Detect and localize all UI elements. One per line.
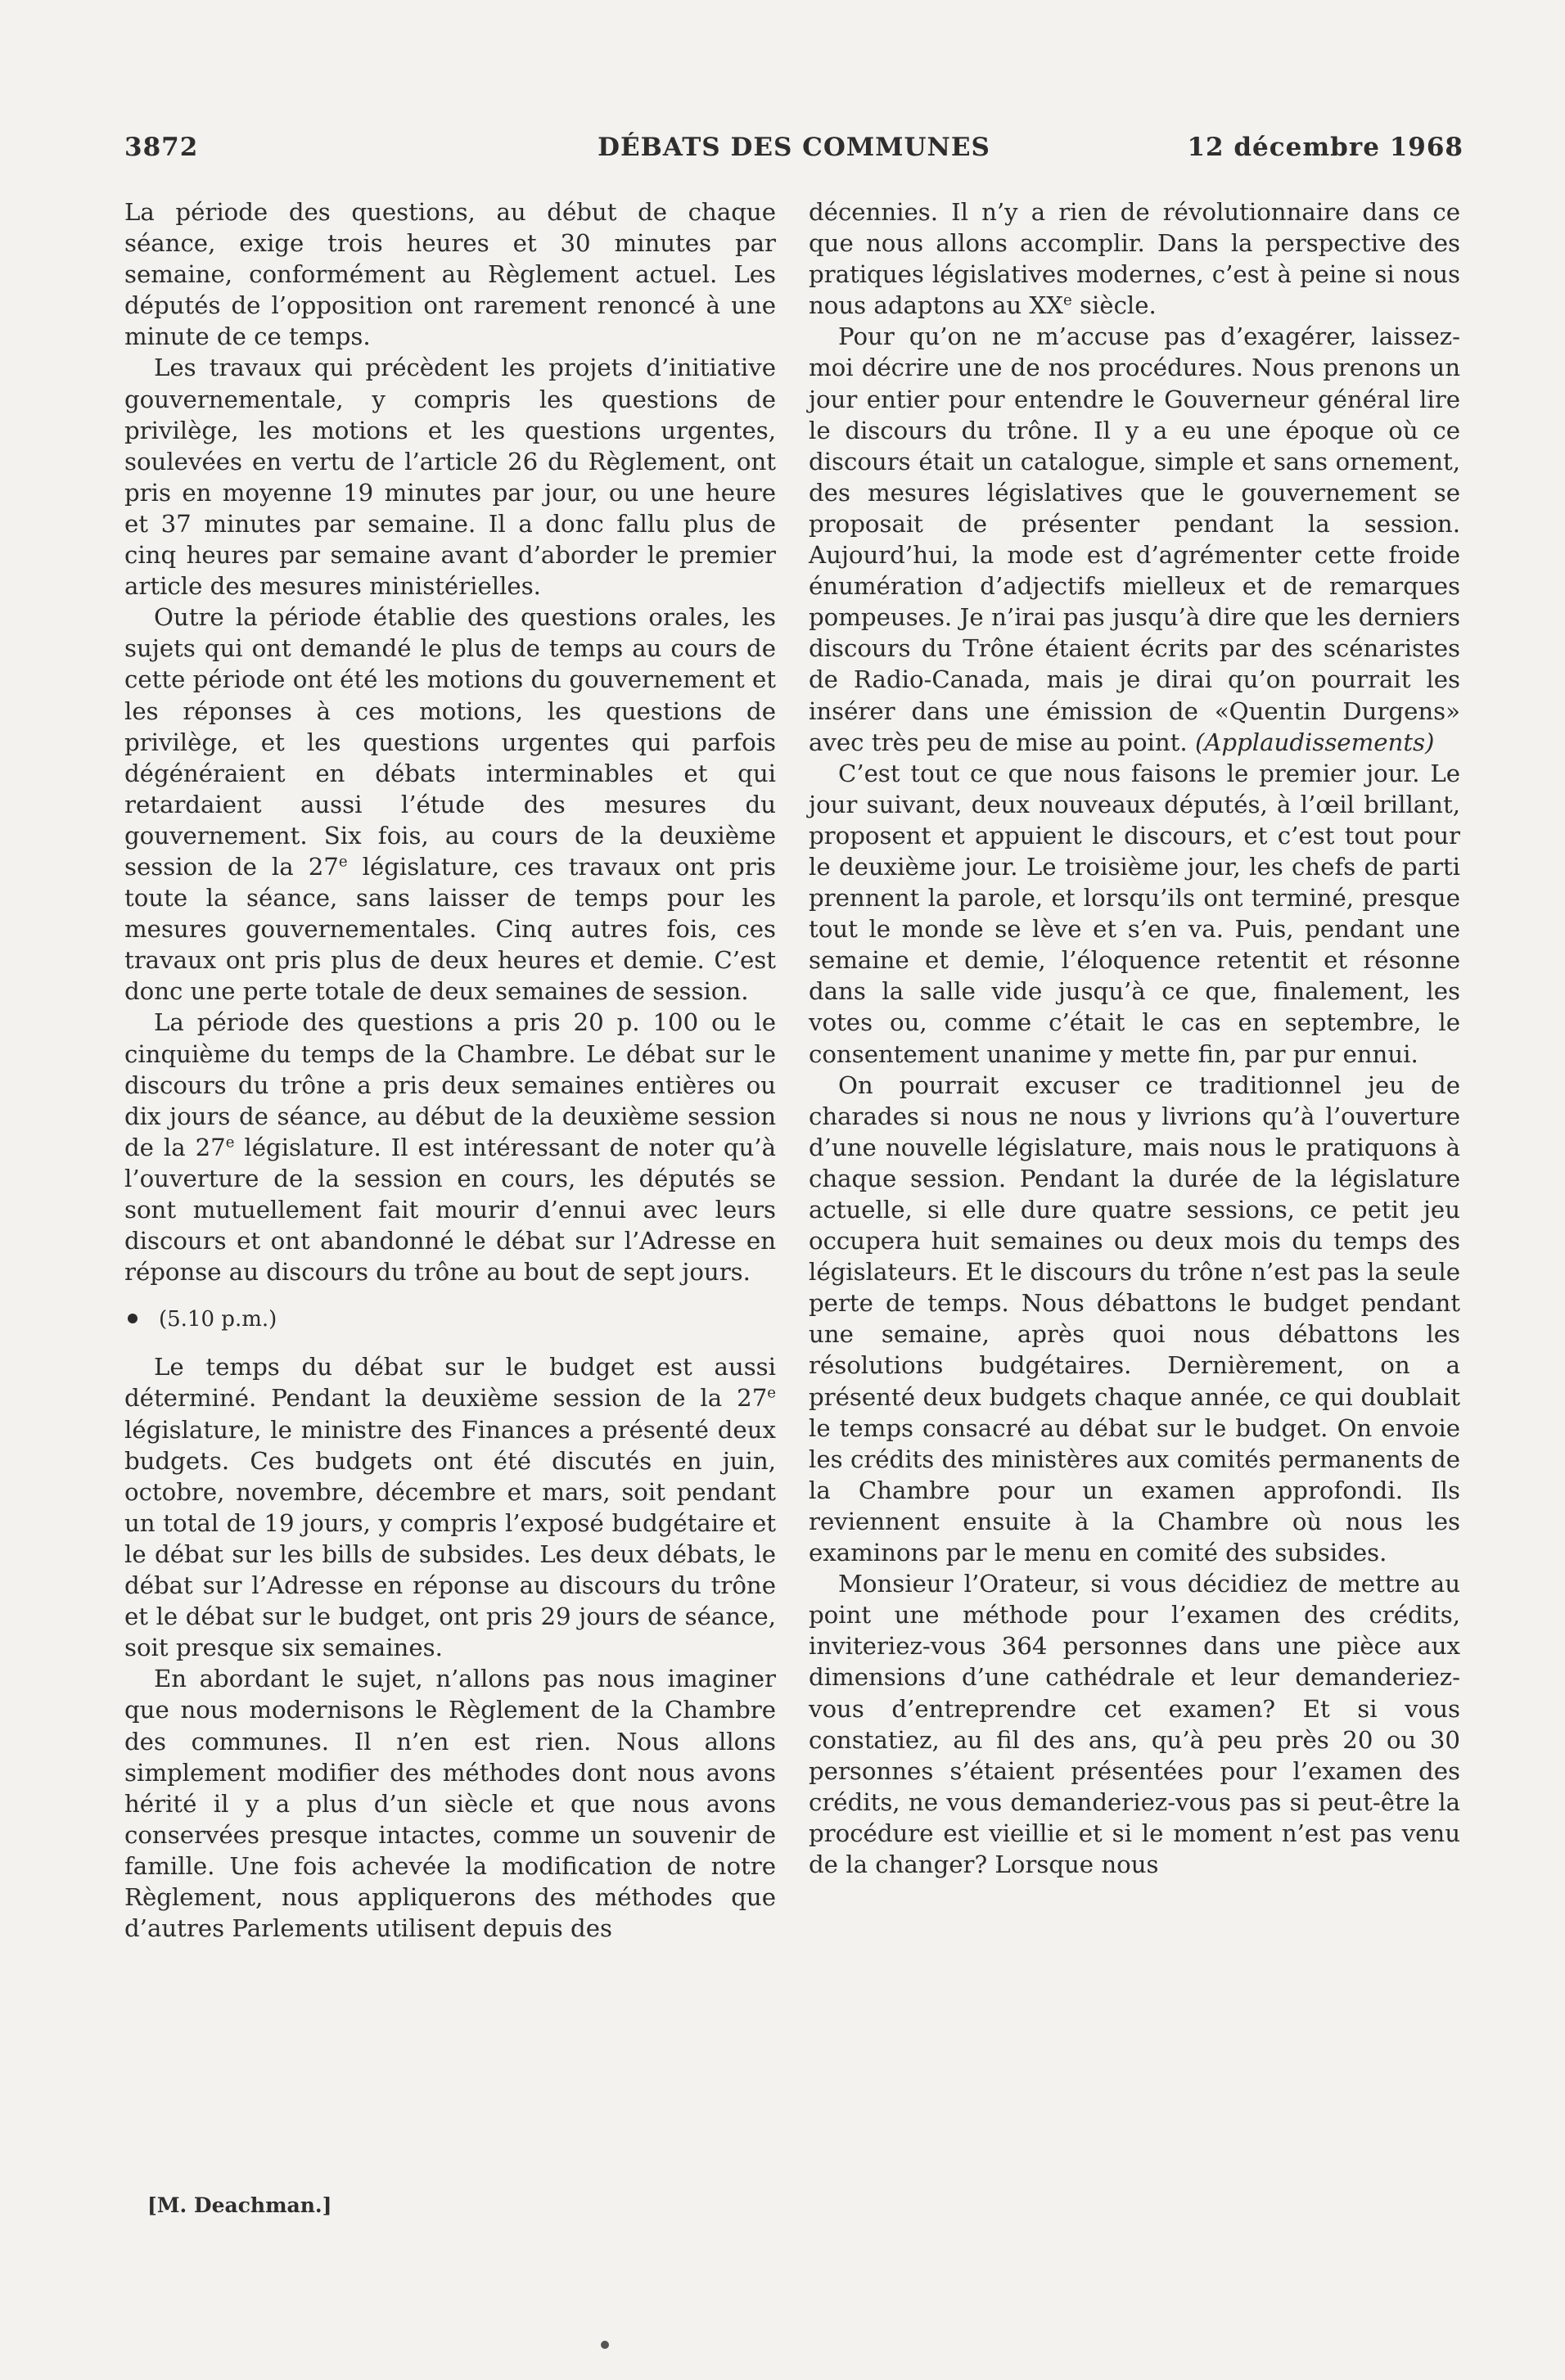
paragraph: En abordant le sujet, n’allons pas nous imaginer que nous modernisons le Règlement de la Chambre des communes. Il n’en est rien. Nous allons simplement modifier des méthodes dont nous avons hérité il y a plus d’un siècle et que nous avons conservées presque intactes, comme un souvenir de famille. Une fois achevée la modification de notre Règlement, nous appliquerons des méthodes que d’autres Parlements utilisent depuis des bbox=[124, 1665, 776, 1943]
dot-icon bbox=[601, 2341, 609, 2349]
page-date: 12 décembre 1968 bbox=[1187, 133, 1464, 162]
paragraph: Les travaux qui précèdent les projets d’initiative gouvernementale, y compris les questions de privilège, les motions et les questions urgentes, soulevées en vertu de l’article 26 du Règlement, ont pris en moyenne 19 minutes par jour, ou une heure et 37 minutes par semaine. Il a donc fallu plus de cinq heures par semaine avant d’aborder le premier article des mesures ministérielles. bbox=[124, 354, 776, 601]
paragraph: Le temps du débat sur le budget est aussi déterminé. Pendant la deuxième session de la 27e législature, le ministre des Finances a présenté deux budgets. Ces budgets ont été discutés en juin, octobre, novembre, décembre et mars, soit pendant un total de 19 jours, y compris l’exposé budgétaire et le débat sur les bills de subsides. Les deux débats, le débat sur l’Adresse en réponse au discours du trône et le débat sur le budget, ont pris 29 jours de séance, soit presque six semaines. bbox=[124, 1353, 776, 1662]
time-marker: (5.10 p.m.) bbox=[124, 1304, 776, 1335]
paragraph: Monsieur l’Orateur, si vous décidiez de mettre au point une méthode pour l’examen des crédits, inviteriez-vous 364 personnes dans une pièce aux dimensions d’une cathédrale et leur demanderiez-vous d’entreprendre cet examen? Et si vous constatiez, au fil des ans, qu’à peu près 20 ou 30 personnes s’étaient présentées pour l’examen des crédits, ne vous demanderiez-vous pas si peut-être la procédure est vieillie et si le moment n’est pas venu de la changer? Lorsque nous bbox=[809, 1570, 1460, 1878]
paragraph: La période des questions a pris 20 p. 100 ou le cinquième du temps de la Chambre. Le débat sur le discours du trône a pris deux semaines entières ou dix jours de séance, au début de la deuxième session de la 27e législature. Il est intéressant de noter qu’à l’ouverture de la session en cours, les députés se sont mutuellement fait mourir d’ennui avec leurs discours et ont abandonné le débat sur l’Adresse en réponse au discours du trône au bout de sept jours. bbox=[124, 1008, 776, 1287]
paragraph: C’est tout ce que nous faisons le premier jour. Le jour suivant, deux nouveaux députés, à l’œil brillant, proposent et appuient le discours, et c’est tout pour le deuxième jour. Le troisième jour, les chefs de parti prennent la parole, et lorsqu’ils ont terminé, presque tout le monde se lève et s’en va. Puis, pendant une semaine et demie, l’éloquence retentit et résonne dans la salle vide jusqu’à ce que, finalement, les votes ou, comme c’était le cas en septembre, le consentement unanime y mette fin, par pur ennui. bbox=[809, 759, 1460, 1068]
left-column bbox=[124, 196, 776, 1944]
page-title: DÉBATS DES COMMUNES bbox=[598, 133, 990, 162]
paragraph: La période des questions, au début de chaque séance, exige trois heures et 30 minutes par semaine, conformément au Règlement actuel. Les députés de l’opposition ont rarement renoncé à une minute de ce temps. bbox=[124, 198, 776, 351]
page-number: 3872 bbox=[124, 133, 199, 162]
right-column bbox=[809, 196, 1460, 1880]
page-header bbox=[124, 133, 1464, 170]
bullet-icon bbox=[128, 1314, 138, 1323]
paragraph: Pour qu’on ne m’accuse pas d’exagérer, laissez-moi décrire une de nos procédures. Nous prenons un jour entier pour entendre le Gouverneur général lire le discours du trône. Il y a eu une époque où ce discours était un catalogue, simple et sans ornement, des mesures législatives que le gouvernement se proposait de présenter pendant la session. Aujourd’hui, la mode est d’agrémenter cette froide énumération d’adjectifs mielleux et de remarques pompeuses. Je n’irai pas jusqu’à dire que les derniers discours du Trône étaient écrits par des scénaristes de Radio-Canada, mais je dirai qu’on pourrait les insérer dans une émission de «Quentin Durgens» avec très peu de mise au point. (Applaudissements) bbox=[809, 322, 1460, 756]
speaker-reference: [M. Deachman.] bbox=[147, 2193, 332, 2217]
paragraph: Outre la période établie des questions orales, les sujets qui ont demandé le plus de temps au cours de cette période ont été les motions du gouvernement et les réponses à ces motions, les questions de privilège, et les questions urgentes qui parfois dégénéraient en débats interminables et qui retardaient aussi l’étude des mesures du gouvernement. Six fois, au cours de la deuxième session de la 27e législature, ces travaux ont pris toute la séance, sans laisser de temps pour les mesures gouvernementales. Cinq autres fois, ces travaux ont pris plus de deux heures et demie. C’est donc une perte totale de deux semaines de session. bbox=[124, 603, 776, 1006]
paragraph: décennies. Il n’y a rien de révolutionnaire dans ce que nous allons accomplir. Dans la perspective des pratiques législatives modernes, c’est à peine si nous nous adaptons au XXe siècle. bbox=[809, 198, 1460, 320]
paragraph: On pourrait excuser ce traditionnel jeu de charades si nous ne nous y livrions qu’à l’ouverture d’une nouvelle législature, mais nous le pratiquons à chaque session. Pendant la durée de la législature actuelle, si elle dure quatre sessions, ce petit jeu occupera huit semaines ou deux mois du temps des législateurs. Et le discours du trône n’est pas la seule perte de temps. Nous débattons le budget pendant une semaine, après quoi nous débattons les résolutions budgétaires. Dernièrement, on a présenté deux budgets chaque année, ce qui doublait le temps consacré au débat sur le budget. On envoie les crédits des ministères aux comités permanents de la Chambre pour un examen approfondi. Ils reviennent ensuite à la Chambre où nous les examinons par le menu en comité des subsides. bbox=[809, 1071, 1460, 1567]
